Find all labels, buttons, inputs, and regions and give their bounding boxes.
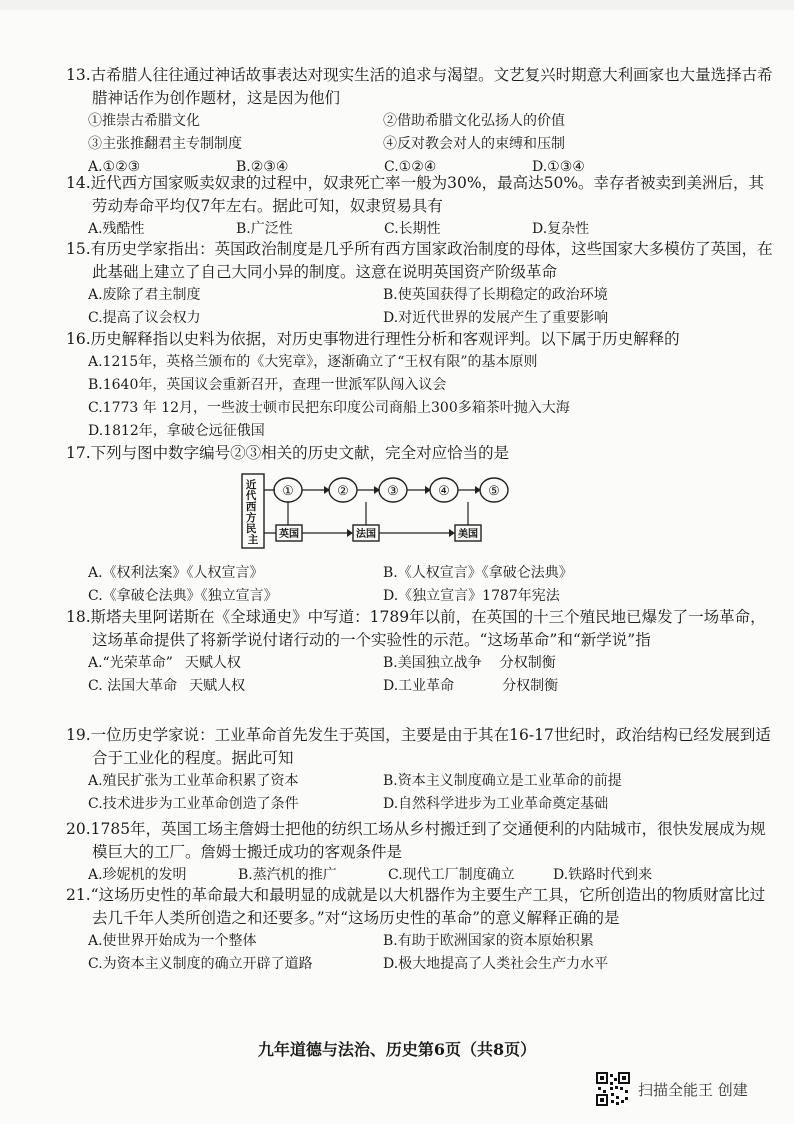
top-edge <box>0 0 794 10</box>
question-13 <box>66 64 776 179</box>
option-b[interactable]: B.蒸汽机的推广 <box>238 867 337 883</box>
option-b[interactable]: B.资本主义制度确立是工业革命的前提 <box>383 773 622 789</box>
option-c[interactable]: C.现代工厂制度确立 <box>388 867 515 883</box>
box-usa-label: 美国 <box>458 529 478 540</box>
question-14-stem: 14.近代西方国家贩卖奴隶的过程中，奴隶死亡率一般为30%，最高达50%。幸存者被卖到美洲后，其劳动寿命平均仅7年左右。据此可知，奴隶贸易具有 <box>66 174 765 215</box>
question-15 <box>66 238 776 330</box>
question-13-items <box>66 110 776 156</box>
option-c[interactable]: C.技术进步为工业革命创造了条件 <box>88 796 299 812</box>
option-d[interactable]: D.对近代世界的发展产生了重要影响 <box>383 310 609 326</box>
option-d[interactable]: D.《独立宣言》1787年宪法 <box>383 588 560 604</box>
circle-5-label: ⑤ <box>488 484 500 499</box>
option-c[interactable] <box>88 675 383 698</box>
page-footer: 九年道德与法治、历史第6页（共8页） <box>257 1040 537 1059</box>
question-20 <box>66 818 776 887</box>
option-d-theory: 分权制衡 <box>502 678 559 694</box>
question-17-options-row1 <box>66 562 776 585</box>
question-21 <box>66 884 776 976</box>
option-a[interactable] <box>88 652 383 675</box>
question-20-stem: 20.1785年，英国工场主詹姆士把他的纺织工场从乡村搬迁到了交通便利的内陆城市，很快发展成为规模巨大的工厂。詹姆士搬迁成功的客观条件是 <box>66 820 766 861</box>
option-a-theory: 天赋人权 <box>184 655 241 671</box>
question-18-stem: 18.斯塔夫里阿诺斯在《全球通史》中写道：1789年以前，在英国的十三个殖民地已爆发了一场革命，这场革命提供了将新学说付诸行动的一个实验性的示范。“这场革命”和“新学说”指 <box>66 608 766 649</box>
option-b[interactable] <box>383 652 678 675</box>
option-a[interactable]: A.《权利法案》《人权宣言》 <box>88 565 264 581</box>
scanner-watermark-text: 扫描全能王 创建 <box>638 1080 748 1099</box>
option-c[interactable]: C.长期性 <box>384 221 441 237</box>
question-16-option-d <box>66 420 776 443</box>
option-b-theory: 分权制衡 <box>499 655 556 671</box>
question-18-options-row1 <box>66 652 776 675</box>
qr-code-icon <box>596 1072 630 1106</box>
question-15-stem: 15.有历史学家指出：英国政治制度是几乎所有西方国家政治制度的母体，这些国家大多模仿了英国，在此基础上建立了自己大同小异的制度。这意在说明英国资产阶级革命 <box>66 240 773 281</box>
question-15-options-row2 <box>66 307 776 330</box>
option-b[interactable]: B.②③④ <box>236 159 289 175</box>
option-b[interactable]: B.使英国获得了长期稳定的政治环境 <box>383 287 608 303</box>
circle-3-label: ③ <box>387 484 399 499</box>
question-17-stem: 17.下列与图中数字编号②③相关的历史文献，完全对应恰当的是 <box>66 444 510 462</box>
question-18-options-row2 <box>66 675 776 698</box>
option-d[interactable]: D.复杂性 <box>532 221 590 237</box>
question-13-stem: 13.古希腊人往往通过神话故事表达对现实生活的追求与渴望。文艺复兴时期意大利画家也大量选择古希腊神话作为创作题材，这是因为他们 <box>66 66 773 107</box>
option-b[interactable]: B.广泛性 <box>236 221 293 237</box>
question-13-item-4: ④反对教会对人的束缚和压制 <box>383 136 565 152</box>
option-c[interactable]: C.为资本主义制度的确立开辟了道路 <box>88 956 313 972</box>
option-d[interactable]: D.极大地提高了人类社会生产力水平 <box>383 956 609 972</box>
option-c[interactable]: C.提高了议会权力 <box>88 310 201 326</box>
option-b[interactable]: B.1640年，英国议会重新召开，查理一世派军队闯入议会 <box>88 377 447 393</box>
option-a[interactable]: A.废除了君主制度 <box>88 287 201 303</box>
question-16 <box>66 328 776 443</box>
box-france-label: 法国 <box>356 529 376 540</box>
option-d[interactable]: D.铁路时代到来 <box>553 867 653 883</box>
box-england-label: 英国 <box>279 529 299 540</box>
option-c-event: C. 法国大革命 <box>88 678 178 694</box>
option-a[interactable]: A.①②③ <box>88 159 141 175</box>
question-13-item-2: ②借助希腊文化弘扬人的价值 <box>383 113 565 129</box>
democracy-flow-diagram <box>238 470 528 552</box>
option-c[interactable]: C.1773 年 12月，一些波士顿市民把东印度公司商船上300多箱茶叶抛入大海 <box>88 400 570 416</box>
option-d[interactable] <box>383 675 678 698</box>
question-18 <box>66 606 776 698</box>
question-19 <box>66 724 776 816</box>
circle-1-label: ① <box>282 484 294 499</box>
question-17-options-row2 <box>66 585 776 608</box>
circle-4-label: ④ <box>438 484 450 499</box>
question-13-item-1: ①推崇古希腊文化 <box>88 113 200 129</box>
question-17-options <box>66 562 776 608</box>
option-d[interactable]: D.自然科学进步为工业革命奠定基础 <box>383 796 609 812</box>
question-21-options-row2 <box>66 953 776 976</box>
question-16-option-a <box>66 351 776 374</box>
diagram-vertical-label: 近 代 西 方 民 主 <box>245 479 259 546</box>
question-19-options-row2 <box>66 793 776 816</box>
question-16-stem: 16.历史解释指以史料为依据，对历史事物进行理性分析和客观评判。以下属于历史解释的 <box>66 330 680 348</box>
option-a-event: A.“光荣革命” <box>88 655 173 671</box>
option-d[interactable]: D.①③④ <box>532 159 585 175</box>
option-b[interactable]: B.《人权宣言》《拿破仑法典》 <box>383 565 573 581</box>
question-16-option-b <box>66 374 776 397</box>
option-c[interactable]: C.《拿破仑法典》《独立宣言》 <box>88 588 278 604</box>
option-b[interactable]: B.有助于欧洲国家的资本原始积累 <box>383 933 594 949</box>
option-a[interactable]: A.残酷性 <box>88 221 145 237</box>
question-15-options-row1 <box>66 284 776 307</box>
circle-2-label: ② <box>337 484 349 499</box>
option-a[interactable]: A.1215年，英格兰颁布的《大宪章》，逐渐确立了“王权有限”的基本原则 <box>88 354 538 370</box>
option-c[interactable]: C.①②④ <box>384 159 437 175</box>
option-c-theory: 天赋人权 <box>189 678 246 694</box>
question-17 <box>66 442 776 465</box>
option-a[interactable]: A.使世界开始成为一个整体 <box>88 933 257 949</box>
question-21-stem: 21.“这场历史性的革命最大和最明显的成就是以大机器作为主要生产工具，它所创造出的物质财富比过去几千年人类所创造之和还要多。”对“这场历史性的革命”的意义解释正确的是 <box>66 886 766 927</box>
question-14 <box>66 172 776 241</box>
question-16-option-c <box>66 397 776 420</box>
scanner-watermark <box>596 1072 748 1106</box>
option-a[interactable]: A.殖民扩张为工业革命积累了资本 <box>88 773 299 789</box>
question-13-item-3: ③主张推翻君主专制制度 <box>88 136 242 152</box>
option-d-event: D.工业革命 <box>383 678 455 694</box>
question-19-stem: 19.一位历史学家说：工业革命首先发生于英国，主要是由于其在16-17世纪时，政治结构已经发展到适合于工业化的程度。据此可知 <box>66 726 771 767</box>
question-19-options-row1 <box>66 770 776 793</box>
option-a[interactable]: A.珍妮机的发明 <box>88 867 187 883</box>
option-d[interactable]: D.1812年，拿破仑远征俄国 <box>88 423 265 439</box>
question-21-options-row1 <box>66 930 776 953</box>
option-b-event: B.美国独立战争 <box>383 655 482 671</box>
